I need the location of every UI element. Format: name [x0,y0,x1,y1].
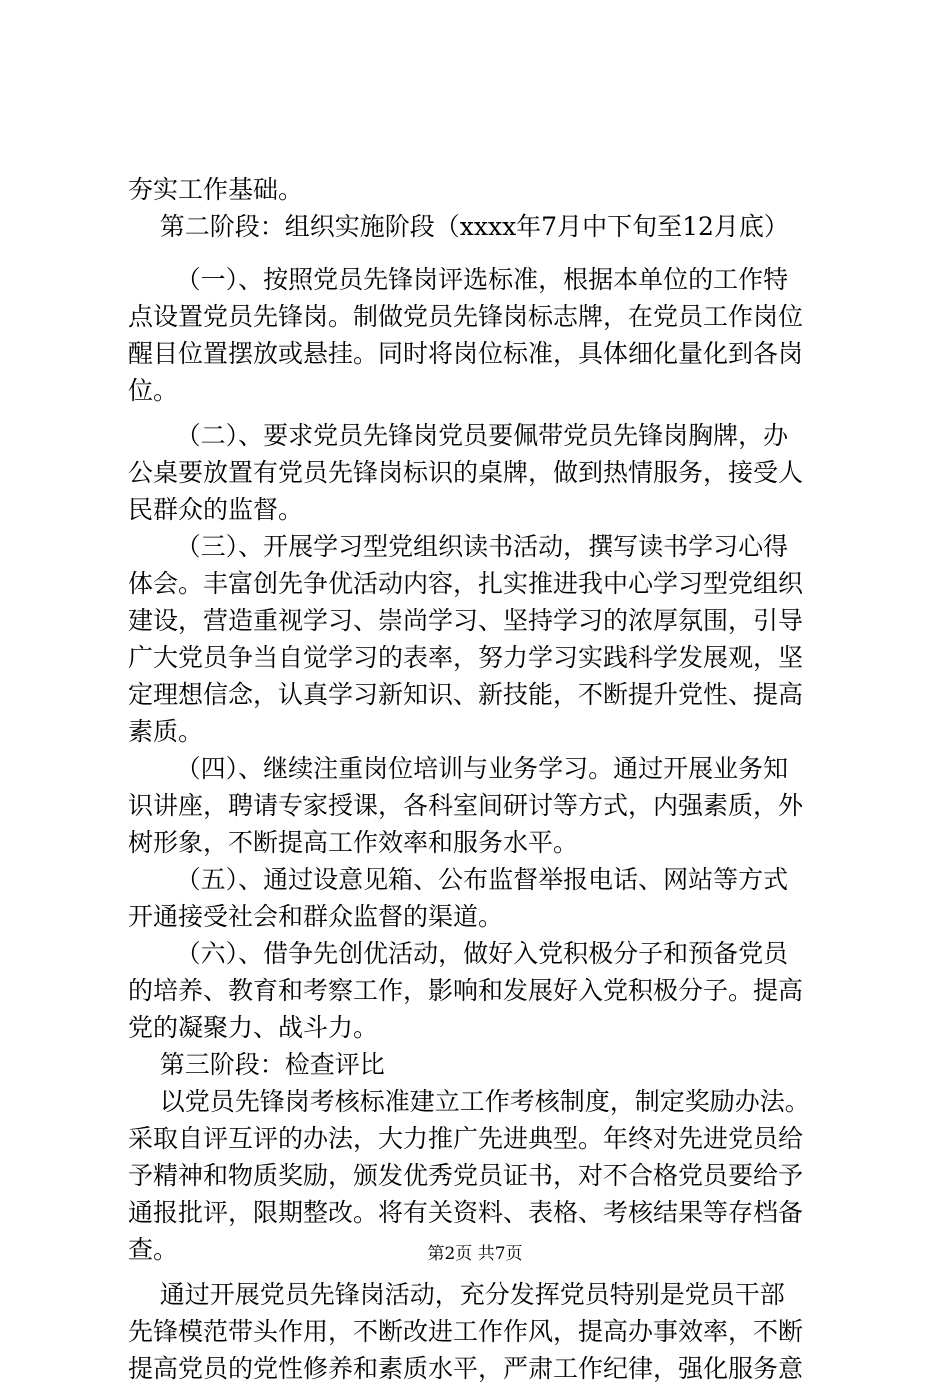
text-line: 采取自评互评的办法，大力推广先进典型。年终对先进党员给 [128,1124,804,1153]
text-line: 素质。 [128,717,204,746]
text-line: 民群众的监督。 [128,495,304,524]
text-line: 醒目位置摆放或悬挂。同时将岗位标准，具体细化量化到各岗 [128,339,804,368]
spacer [128,409,832,417]
text-line: 定理想信念，认真学习新知识、新技能，不断提升党性、提高 [128,680,804,709]
text-line: 夯实工作基础。 [128,175,304,204]
text-line: 通过开展党员先锋岗活动，充分发挥党员特别是党员干部 [128,1280,785,1309]
text-line: （一）、按照党员先锋岗评选标准，根据本单位的工作特 [128,265,789,294]
spacer [128,245,832,261]
text-line: 开通接受社会和群众监督的渠道。 [128,902,504,931]
text-line: 查。 [128,1235,179,1264]
text-line: 识讲座，聘请专家授课，各科室间研讨等方式，内强素质，外 [128,791,804,820]
text-line: （五）、通过设意见箱、公布监督举报电话、网站等方式 [128,865,789,894]
spacer [128,1268,832,1276]
text-line: （四）、继续注重岗位培训与业务学习。通过开展业务知 [128,754,789,783]
text-line: 党的凝聚力、战斗力。 [128,1013,379,1042]
text-line: 位。 [128,376,179,405]
text-line: 体会。丰富创先争优活动内容，扎实推进我中心学习型党组织 [128,569,804,598]
text-line: 广大党员争当自觉学习的表率，努力学习实践科学发展观，坚 [128,643,804,672]
text-line: 通报批评，限期整改。将有关资料、表格、考核结果等存档备 [128,1198,804,1227]
text-line: 予精神和物质奖励，颁发优秀党员证书，对不合格党员要给予 [128,1161,804,1190]
section-heading-stage-2: 第二阶段：组织实施阶段（xxxx年7月中下旬至12月底） [128,212,789,241]
text-line: 以党员先锋岗考核标准建立工作考核制度，制定奖励办法。 [128,1087,810,1116]
page-number-footer: 第2页 共7页 [427,1244,523,1264]
text-line: 点设置党员先锋岗。制做党员先锋岗标志牌，在党员工作岗位 [128,302,804,331]
text-line: 提高党员的党性修养和素质水平，严肃工作纪律，强化服务意 [128,1354,804,1383]
section-heading-stage-3: 第三阶段：检查评比 [128,1050,385,1079]
text-line: 的培养、教育和考察工作，影响和发展好入党积极分子。提高 [128,976,804,1005]
text-line: （二）、要求党员先锋岗党员要佩带党员先锋岗胸牌，办 [128,421,789,450]
text-line: 树形象，不断提高工作效率和服务水平。 [128,828,579,857]
text-line: （三）、开展学习型党组织读书活动，撰写读书学习心得 [128,532,789,561]
text-line: 先锋模范带头作用，不断改进工作作风，提高办事效率，不断 [128,1317,804,1346]
text-line: 建设，营造重视学习、崇尚学习、坚持学习的浓厚氛围，引导 [128,606,804,635]
text-line: （六）、借争先创优活动，做好入党积极分子和预备党员 [128,939,789,968]
text-line: 公桌要放置有党员先锋岗标识的桌牌，做到热情服务，接受人 [128,458,804,487]
document-body [128,171,832,1387]
